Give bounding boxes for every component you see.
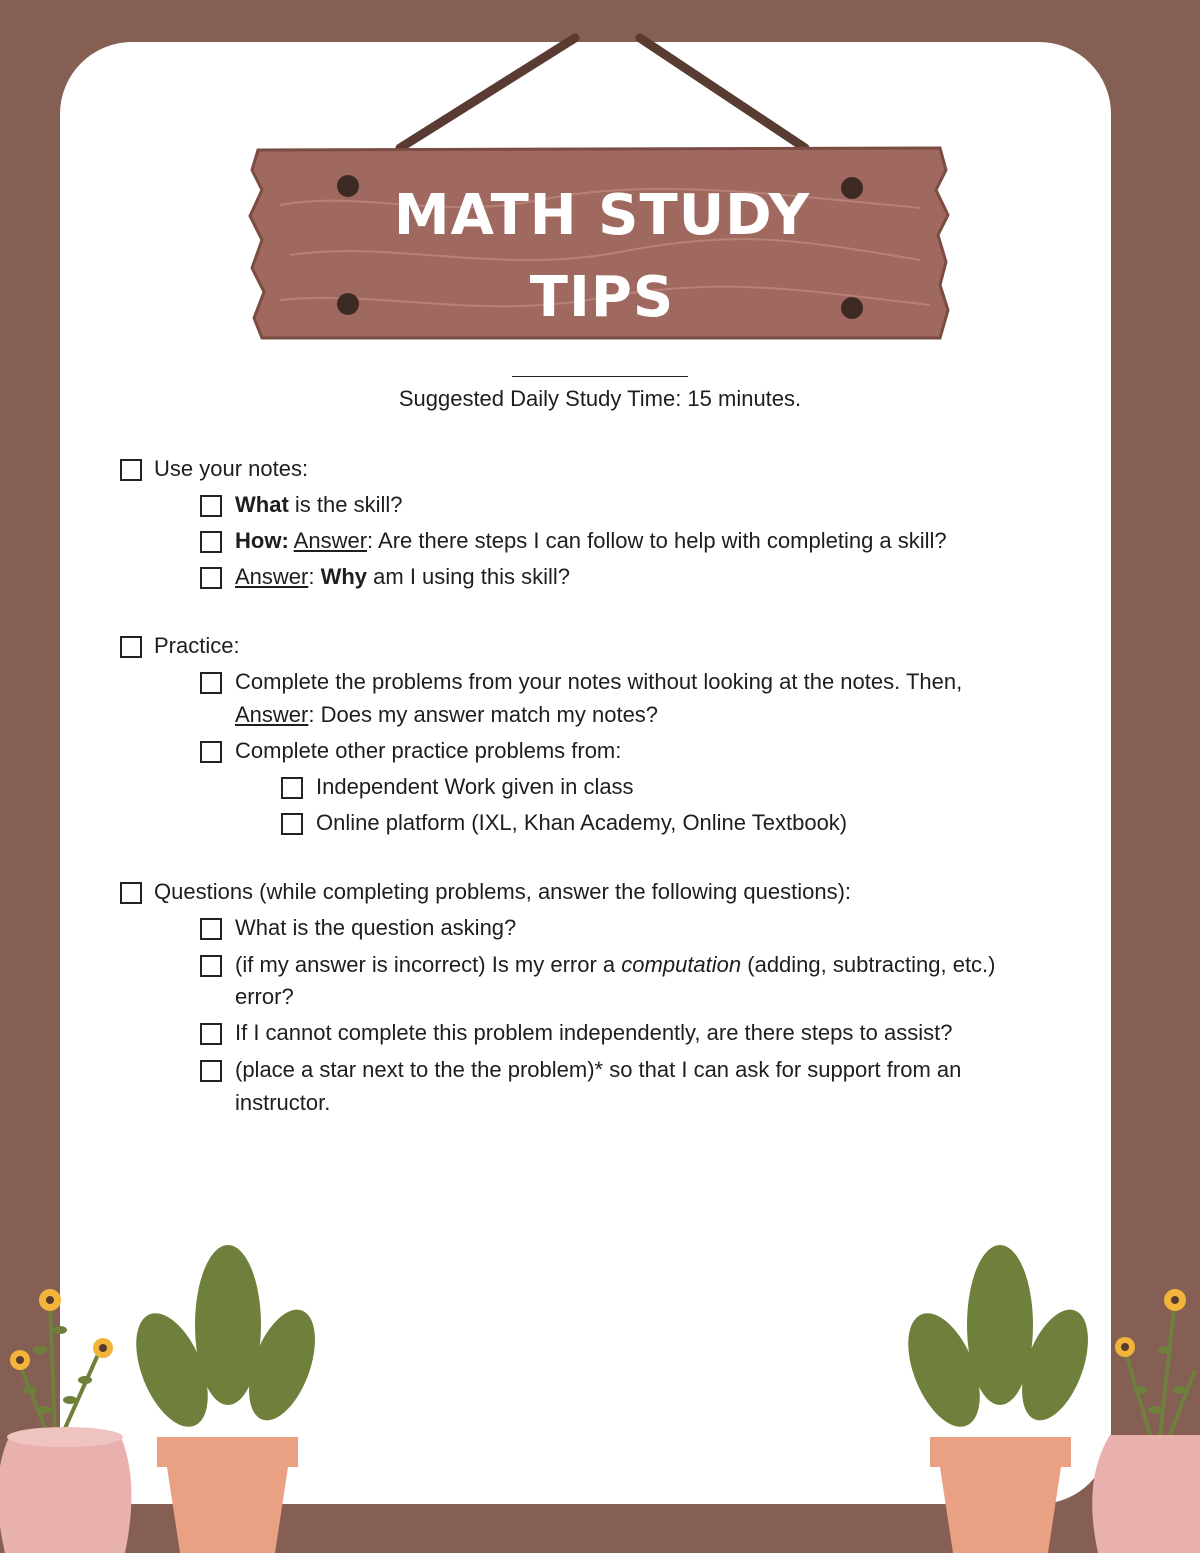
checkbox-question-asking[interactable]	[200, 918, 222, 940]
right-cactus	[894, 1245, 1101, 1437]
item-what: What is the skill?	[235, 492, 403, 517]
item-error-type: (if my answer is incorrect) Is my error a computation (adding, subtracting, etc.)	[235, 952, 996, 977]
checkbox-why[interactable]	[200, 567, 222, 589]
checkbox-complete-notes-problems[interactable]	[200, 672, 222, 694]
left-cactus-pot	[167, 1467, 288, 1553]
checkbox-place-star[interactable]	[200, 1060, 222, 1082]
section-label-questions: Questions (while completing problems, answer the following questions):	[154, 879, 852, 904]
section-label-notes: Use your notes:	[154, 456, 309, 481]
checkbox-independent-work[interactable]	[281, 777, 303, 799]
checkbox-what[interactable]	[200, 495, 222, 517]
item-online-platform: Online platform (IXL, Khan Academy, Online Textbook)	[316, 810, 848, 835]
plants-decoration	[0, 1240, 1200, 1553]
right-cactus-pot	[940, 1467, 1061, 1553]
item-why: Answer: Why am I using this skill?	[235, 564, 571, 589]
left-flower-plant	[10, 1289, 113, 1435]
item-question-asking: What is the question asking?	[235, 915, 517, 940]
checkbox-questions[interactable]	[120, 882, 142, 904]
left-cactus	[122, 1245, 328, 1437]
title-divider	[512, 376, 688, 377]
left-cactus-pot-rim	[157, 1437, 298, 1467]
checkbox-other-practice[interactable]	[200, 741, 222, 763]
item-how: How: Answer: Are there steps I can follow to help with completing a skill?	[235, 528, 947, 553]
right-flower-pot	[1092, 1435, 1200, 1553]
item-complete-notes-answer: Answer: Does my answer match my notes?	[235, 702, 659, 727]
sign-rope	[400, 38, 805, 148]
section-label-practice: Practice:	[154, 633, 240, 658]
checkbox-error-type[interactable]	[200, 955, 222, 977]
checkbox-online-platform[interactable]	[281, 813, 303, 835]
item-place-star-cont: instructor.	[235, 1090, 331, 1115]
study-time-subtitle: Suggested Daily Study Time: 15 minutes.	[398, 386, 802, 411]
checkbox-steps-assist[interactable]	[200, 1023, 222, 1045]
page-title-line2: TIPS	[529, 265, 675, 330]
left-flower-pot	[0, 1435, 131, 1553]
right-flower-plant	[1115, 1289, 1195, 1435]
checkbox-practice[interactable]	[120, 636, 142, 658]
right-cactus-pot-rim	[930, 1437, 1071, 1467]
item-independent-work: Independent Work given in class	[316, 774, 634, 799]
checkbox-use-notes[interactable]	[120, 459, 142, 481]
item-other-practice: Complete other practice problems from:	[235, 738, 622, 763]
item-error-type-cont: error?	[235, 984, 294, 1009]
page-title-line1: MATH STUDY	[393, 183, 811, 248]
item-place-star: (place a star next to the the problem)* so that I can ask for support from an	[235, 1057, 962, 1082]
item-complete-notes-problems: Complete the problems from your notes without looking at the notes. Then,	[235, 669, 963, 694]
checkbox-how[interactable]	[200, 531, 222, 553]
item-steps-assist: If I cannot complete this problem independently, are there steps to assist?	[235, 1020, 953, 1045]
